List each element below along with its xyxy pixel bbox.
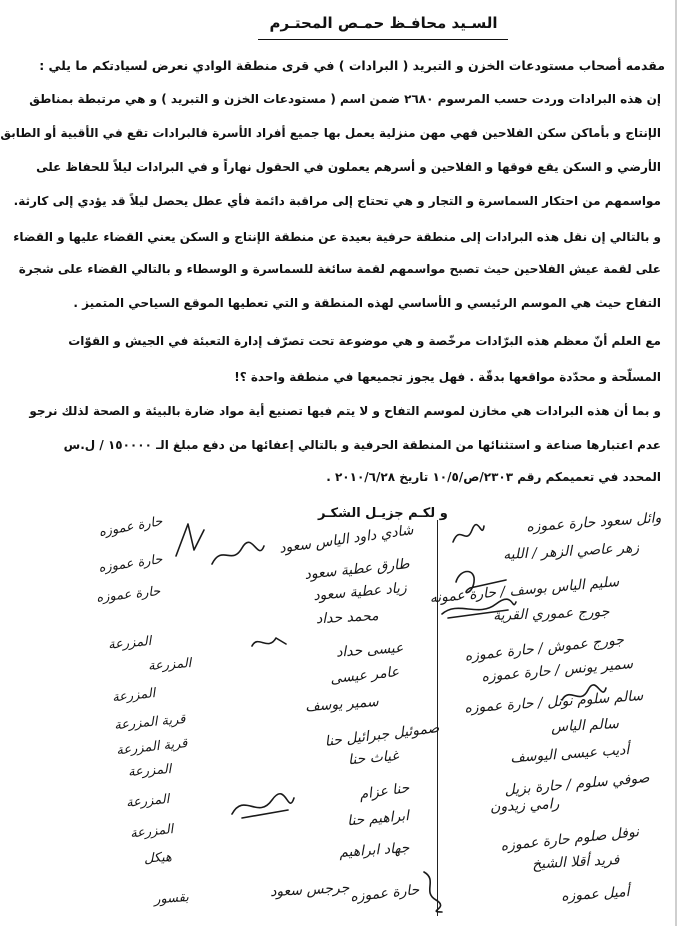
scan-edge: [675, 0, 677, 926]
paragraph-line: و بما أن هذه البرادات هي مخازن لموسم التفاح و لا يتم فيها تصنيع أية مواد ضارة بالبيئة و الصحة لذلك نرجو: [29, 404, 661, 418]
signature-entry: حارة عموزه: [97, 514, 164, 541]
signature-entry: وائل سعود حارة عموزه: [525, 510, 662, 536]
signature-entry: سالم الياس: [550, 716, 620, 736]
signature-entry: عامر عيسى: [329, 664, 400, 688]
signature-entry: شادي داود الياس سعود: [277, 522, 415, 557]
signature-entry: نوفل صلوم حارة عموزه: [499, 824, 640, 855]
paragraph-line: مع العلم أنّ معظم هذه البرّادات مرخّصة و هي موضوعة تحت تصرّف إدارة التعبئة في الجيش و القوّات: [68, 334, 661, 348]
signature-entry: المزرعة: [125, 792, 170, 811]
signature-entry: سمير يوسف: [305, 694, 380, 716]
signature-entry: بقسور: [153, 890, 190, 908]
paragraph-line: عدم اعتبارها صناعة و استثنائها من المنطقة الحرفية و بالتالي إعفائها من دفع مبلغ الـ ١٥٠٠٠٠ / ل.س: [63, 438, 661, 452]
signature-entry: غياث حنا: [347, 748, 400, 769]
paragraph-line: المسلّحة و محدّدة مواقعها بدقّة . فهل يجوز تجميعها في منطقة واحدة ؟!: [234, 370, 661, 384]
paragraph-line: التفاح حيث هي الموسم الرئيسي و الأساسي لهذه المنطقة و التي تعطيها الموقع السياحي المتميز .: [73, 296, 661, 310]
signature-entry: المزرعة: [107, 634, 152, 653]
signature-entry: سليم الياس بوسف / حارة عمونه: [428, 574, 620, 607]
signature-entry: حنا عزام: [358, 780, 411, 803]
signature-entry: جهاد ابراهيم: [338, 840, 410, 861]
signature-entry: عيسى حداد: [335, 640, 404, 661]
signature-entry: جورج عموري القرية: [492, 604, 610, 625]
signature-entry: حارة عموزه: [95, 584, 162, 606]
letter-intro: مقدمه أصحاب مستودعات الخزن و التبريد ( البرادات ) في قرى منطقة الوادي نعرض لسيادتكم ما يلي :: [39, 58, 665, 73]
closing-thanks: و لكـم جزيـل الشكـر: [318, 506, 448, 521]
signature-entry: صوفي سلوم / حارة بزيل: [503, 770, 650, 799]
signature-scribble: [228, 790, 298, 824]
signature-entry: فريد أقلا الشيخ: [531, 852, 620, 873]
signature-entry: حارة عموزه: [97, 552, 164, 576]
signature-entry: المزرعة: [127, 762, 172, 780]
signature-entry: طارق عطية سعود: [303, 556, 410, 583]
signature-entry: المزرعة: [147, 656, 192, 674]
signature-scribble: [168, 520, 208, 560]
signature-entry: حارة عموزه: [349, 882, 420, 906]
signature-scribble: [418, 866, 448, 916]
title-underline: [258, 39, 508, 40]
signature-column-divider: [437, 520, 438, 916]
signature-entry: سالم سلوم نونل / حارة عموزه: [463, 688, 644, 717]
signature-entry: جرجس سعود: [269, 880, 350, 901]
signature-entry: ابراهيم حنا: [346, 808, 410, 830]
signature-entry: المزرعة: [129, 822, 175, 842]
signature-entry: سمير يونس / حارة عموزه: [480, 656, 634, 686]
signature-entry: أديب عيسى اليوسف: [509, 742, 630, 767]
signature-entry: قرية المزرعة: [115, 736, 189, 759]
paragraph-line: على لقمة عيش الفلاحين حيث تصبح مواسمهم لقمة سائغة للسماسرة و الوسطاء و بالتالي القضاء على شجرة: [18, 262, 661, 276]
paragraph-line: إن هذه البرادات وردت حسب المرسوم ٢٦٨٠ ضمن اسم ( مستودعات الخزن و التبريد ) و هي مرتبطة بمناطق: [29, 92, 661, 106]
signature-entry: محمد حداد: [316, 608, 380, 628]
signature-scribble: [438, 594, 518, 624]
signature-scribble: [208, 540, 268, 570]
signature-entry: زياد عطية سعود: [313, 580, 408, 605]
signature-entry: المزرعة: [111, 686, 157, 706]
signature-entry: جورج عموش / حارة عموزه: [464, 632, 625, 665]
signature-scribble: [450, 566, 510, 596]
paragraph-line: مواسمهم من احتكار السماسرة و التجار و هي تحتاج إلى مراقبة دائمة فأي عطل يحصل ليلاً قد يؤدي إلى كارثة.: [13, 194, 661, 208]
paragraph-line: المحدد في تعميمكم رقم ٢٣٠٣/ص/١٠/٥ تاريخ ٢٠١٠/٦/٢٨ .: [326, 470, 661, 484]
letter-title: السـيد محافـظ حمـص المحتـرم: [269, 14, 498, 32]
paragraph-line: و بالتالي إن نقل هذه البرادات إلى منطقة حرفية بعيدة عن منطقة الإنتاج و السكن يعني القضاء عليها و القضاء: [13, 230, 661, 244]
signature-scribble: [248, 630, 288, 654]
signature-entry: هيكل: [143, 850, 173, 867]
signature-entry: أميل عموزه: [560, 884, 630, 905]
paragraph-line: الأرضي و السكن يقع فوقها و الفلاحين و أسرهم يعملون في الحقول نهاراً و في البرادات ليلاً للحفاظ على: [36, 160, 661, 174]
paragraph-line: الإنتاج و بأماكن سكن الفلاحين فهي مهن منزلية يعمل بها جميع أفراد الأسرة فالبرادات تقع في الأقبية أو الطابق: [0, 126, 661, 140]
signature-scribble: [558, 682, 608, 708]
signature-entry: رامي زيدون: [489, 796, 560, 816]
signature-scribble: [448, 520, 488, 550]
signature-entry: قرية المزرعة: [113, 712, 187, 734]
signature-entry: صموئيل جبرائيل حنا: [323, 720, 440, 750]
signature-entry: زهر عاصي الزهر / الليه: [502, 540, 640, 564]
